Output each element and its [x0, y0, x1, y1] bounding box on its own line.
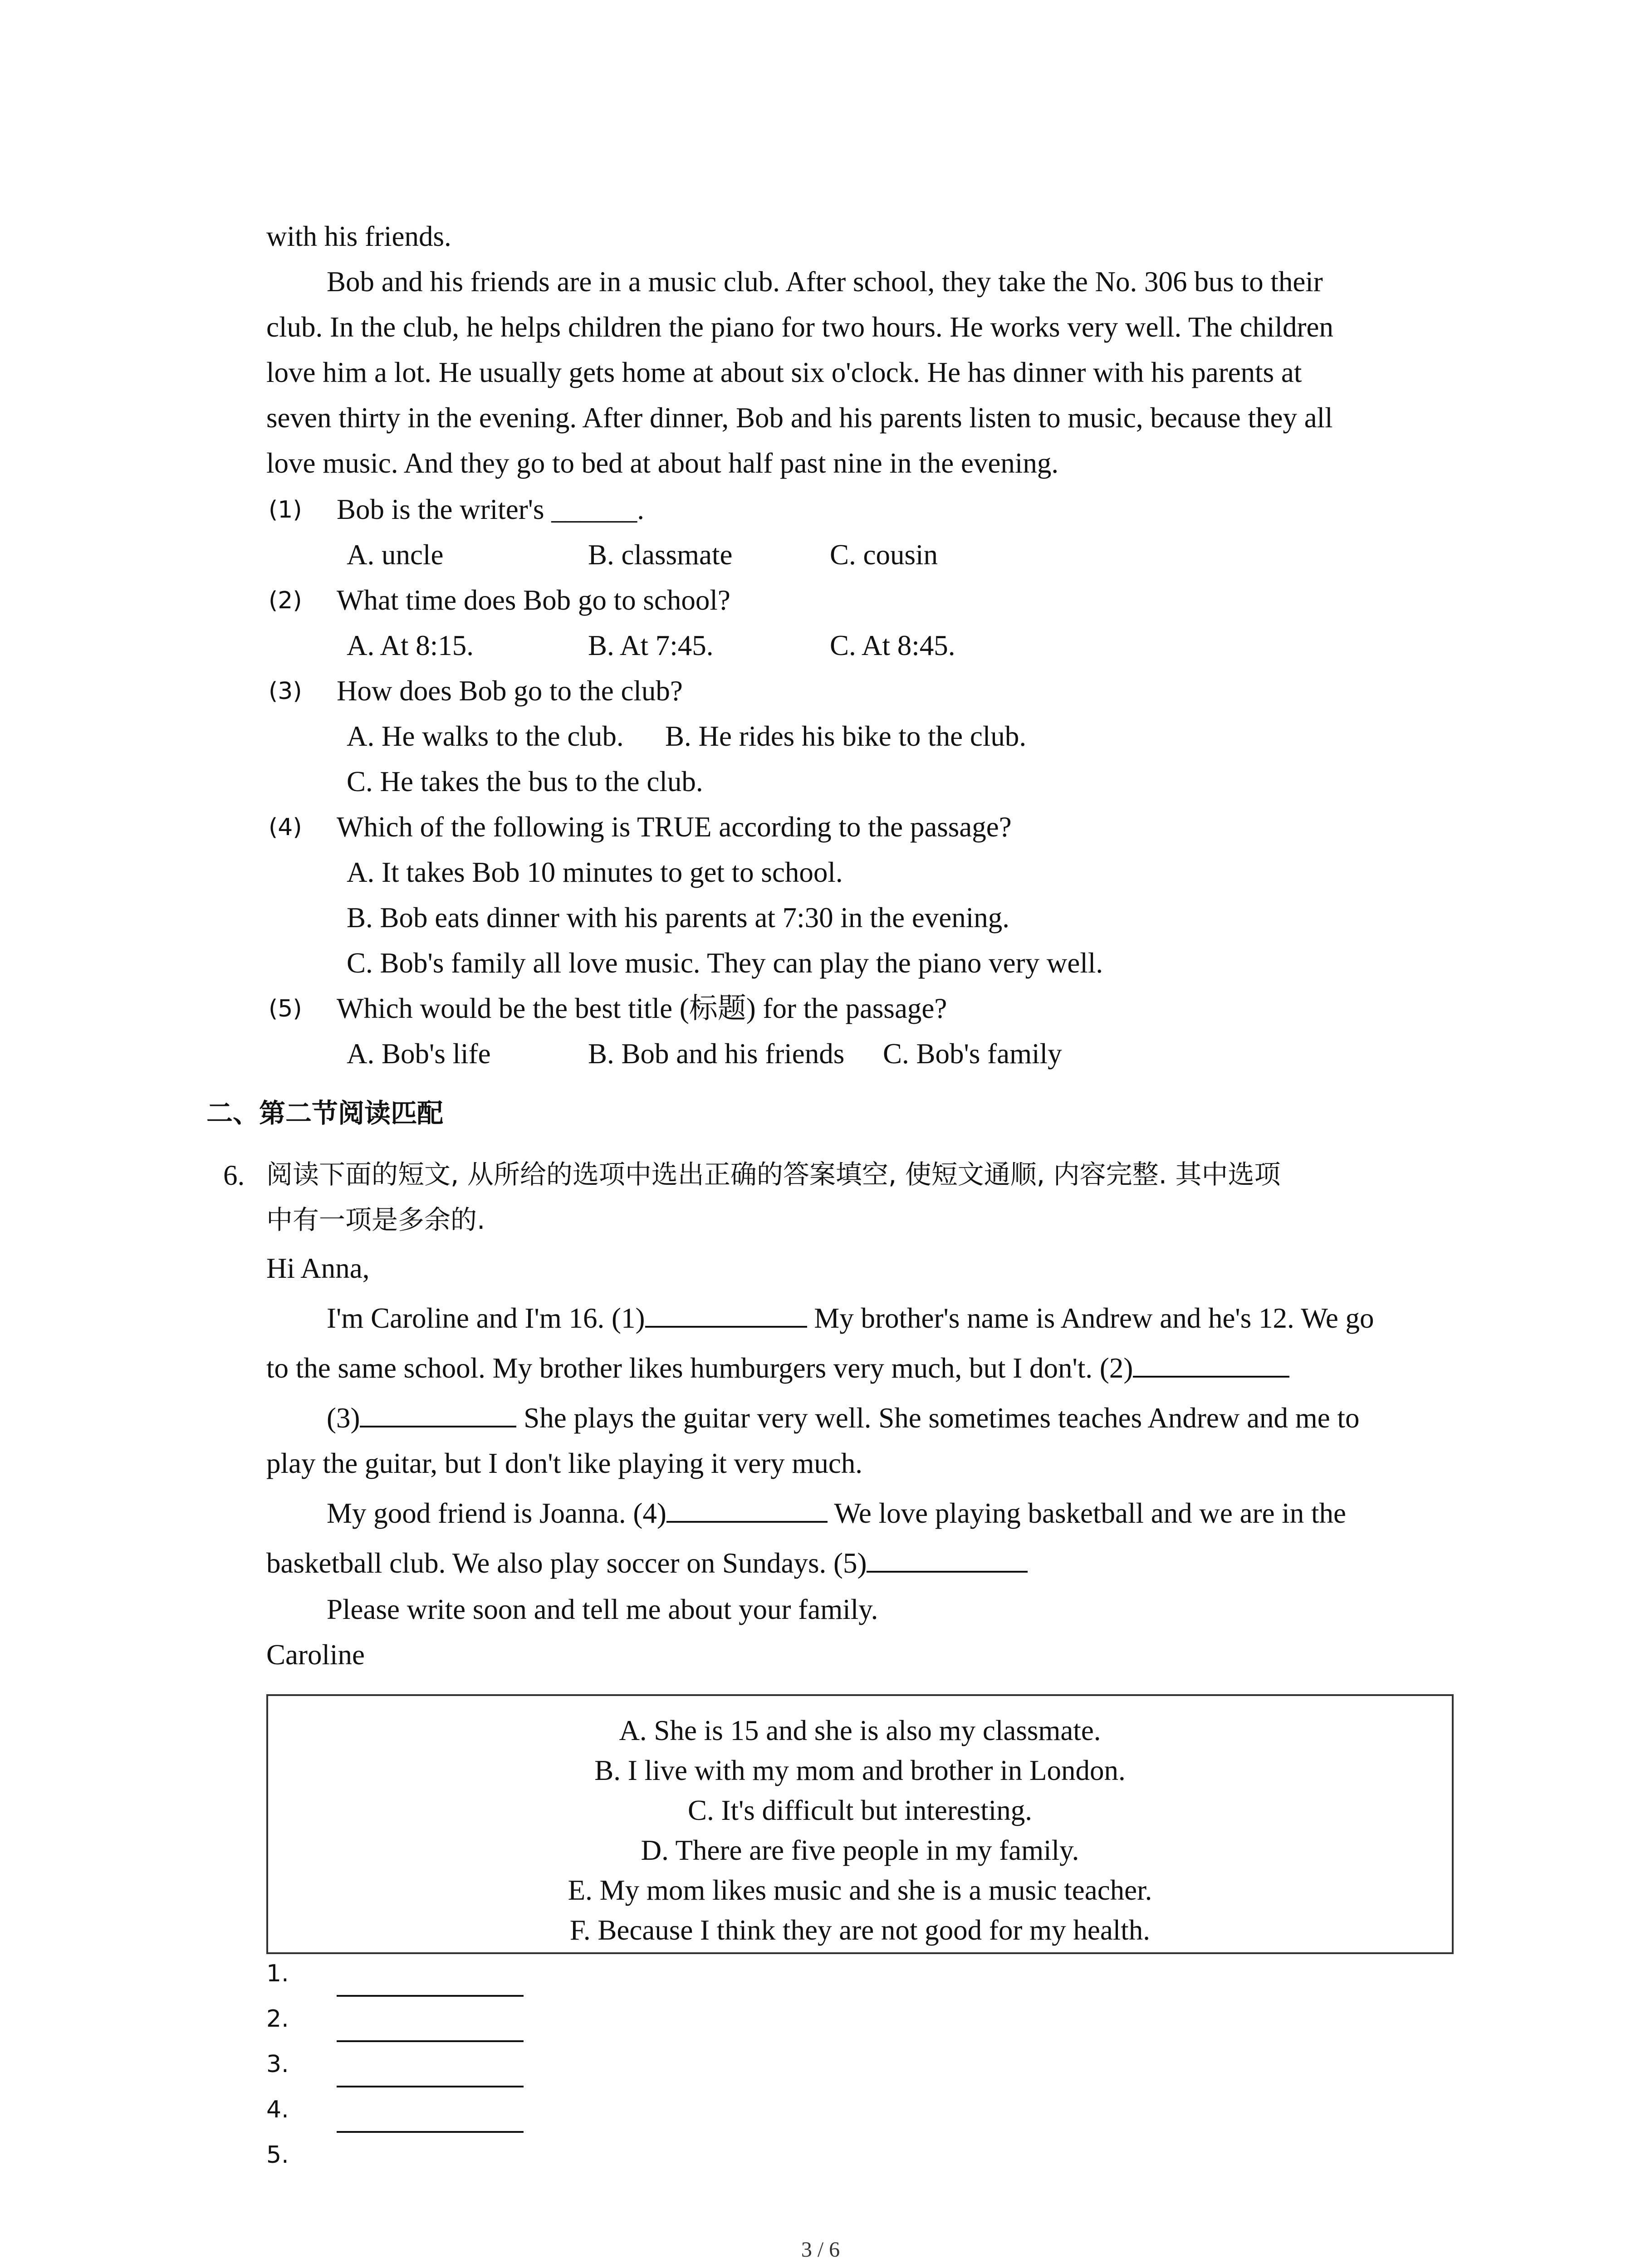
letter-text: basketball club. We also play soccer on Sundays. (5)	[266, 1547, 867, 1579]
option-item: C. It's difficult but interesting.	[687, 1794, 1033, 1826]
blank-4	[666, 1517, 828, 1523]
option-c: C. He takes the bus to the club.	[347, 766, 703, 797]
passage-line: love him a lot. He usually gets home at about six o'clock. He has dinner with his parents at	[266, 357, 1302, 388]
passage-line: love music. And they go to bed at about half past nine in the evening.	[266, 447, 1059, 479]
question-text: Which of the following is TRUE according to the passage?	[337, 811, 1012, 843]
letter-line	[266, 1549, 1028, 1578]
letter-line	[327, 1499, 1346, 1528]
blank-3	[360, 1422, 516, 1427]
option-item: E. My mom likes music and she is a music teacher.	[568, 1874, 1152, 1906]
answer-number: 4.	[266, 2096, 289, 2123]
option-b: B. Bob eats dinner with his parents at 7:30 in the evening.	[347, 902, 1009, 934]
option-item: F. Because I think they are not good for my health.	[569, 1914, 1151, 1946]
answer-line-2[interactable]	[337, 2040, 524, 2042]
question-text: Which would be the best title (标题) for the passage?	[337, 992, 947, 1024]
answer-number: 5.	[266, 2141, 289, 2169]
option-c: C. Bob's family	[883, 1038, 1062, 1070]
option-item: A. She is 15 and she is also my classmate.	[619, 1715, 1101, 1746]
answer-line-4[interactable]	[337, 2131, 524, 2133]
option-c: C. Bob's family all love music. They can play the piano very well.	[347, 947, 1103, 979]
letter-text: My brother's name is Andrew and he's 12. We go	[807, 1302, 1374, 1334]
answer-line-1[interactable]	[337, 1995, 524, 1997]
letter-line	[327, 1404, 1360, 1432]
option-a: A. uncle	[347, 539, 444, 571]
letter-closing: Please write soon and tell me about your family.	[327, 1593, 878, 1625]
letter-text: (3)	[327, 1402, 360, 1434]
option-b: B. Bob and his friends	[588, 1038, 845, 1070]
answer-number: 3.	[266, 2051, 289, 2078]
question-number: (4)	[269, 814, 302, 841]
letter-text: She plays the guitar very well. She sometimes teaches Andrew and me to	[516, 1402, 1360, 1434]
option-b: B. At 7:45.	[588, 630, 714, 661]
letter-line	[327, 1304, 1374, 1333]
option-a: A. At 8:15.	[347, 630, 474, 661]
answer-number: 1.	[266, 1960, 289, 1987]
passage-line: with his friends.	[266, 220, 451, 252]
passage-line: seven thirty in the evening. After dinner, Bob and his parents listen to music, because they all	[266, 402, 1333, 434]
passage-line: club. In the club, he helps children the piano for two hours. He works very well. The children	[266, 311, 1333, 343]
instruction-line: 阅读下面的短文, 从所给的选项中选出正确的答案填空, 使短文通顺, 内容完整. 其中选项	[266, 1159, 1281, 1190]
letter-text: My good friend is Joanna. (4)	[327, 1497, 666, 1529]
option-a: A. Bob's life	[347, 1038, 491, 1070]
option-item: D. There are five people in my family.	[641, 1834, 1079, 1866]
question-number: (1)	[269, 496, 302, 523]
option-c: C. At 8:45.	[830, 630, 955, 661]
letter-text: We love playing basketball and we are in the	[827, 1497, 1347, 1529]
letter-line	[266, 1354, 1289, 1383]
option-b: B. classmate	[588, 539, 733, 571]
answer-line-3[interactable]	[337, 2086, 524, 2087]
letter-signature: Caroline	[266, 1639, 365, 1671]
letter-line: play the guitar, but I don't like playing it very much.	[266, 1447, 863, 1479]
instruction-line: 中有一项是多余的.	[266, 1204, 485, 1235]
option-a: A. He walks to the club.	[347, 720, 624, 752]
blank-2	[1133, 1372, 1289, 1378]
option-a: A. It takes Bob 10 minutes to get to school.	[347, 856, 843, 888]
question-text: How does Bob go to the club?	[337, 675, 683, 707]
option-item: B. I live with my mom and brother in London.	[594, 1755, 1126, 1786]
options-box	[266, 1694, 1454, 1954]
passage-line: Bob and his friends are in a music club. After school, they take the No. 306 bus to their	[327, 266, 1323, 298]
option-c: C. cousin	[830, 539, 938, 571]
answer-number: 2.	[266, 2005, 289, 2033]
letter-text: I'm Caroline and I'm 16. (1)	[327, 1302, 645, 1334]
question-text: Bob is the writer's ______.	[337, 494, 645, 525]
page-number: 3 / 6	[801, 2238, 840, 2262]
option-b: B. He rides his bike to the club.	[665, 720, 1027, 752]
question-number: (2)	[269, 587, 302, 614]
blank-1	[645, 1322, 807, 1328]
question-number: (5)	[269, 995, 302, 1022]
blank-5	[867, 1567, 1028, 1573]
section-heading: 二、第二节阅读匹配	[206, 1098, 444, 1129]
letter-greeting: Hi Anna,	[266, 1252, 370, 1284]
question-text: What time does Bob go to school?	[337, 584, 730, 616]
letter-text: to the same school. My brother likes humburgers very much, but I don't. (2)	[266, 1352, 1133, 1384]
question-number: 6.	[223, 1159, 245, 1191]
question-number: (3)	[269, 678, 302, 705]
